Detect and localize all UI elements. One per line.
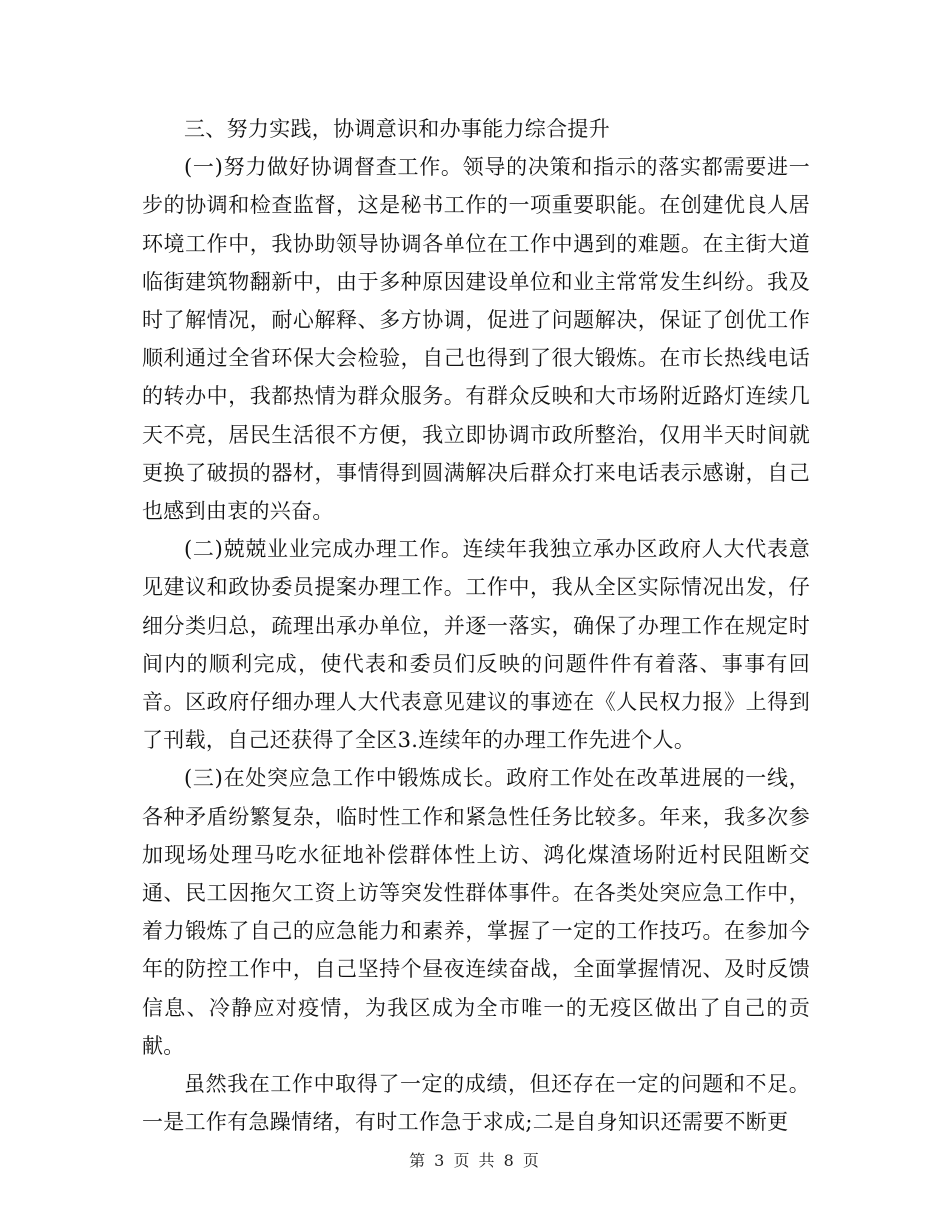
section-heading: 三、努力实践，协调意识和办事能力综合提升	[184, 117, 610, 141]
paragraph-emergency: (三)在处突应急工作中锻炼成长。政府工作处在改革进展的一线，各种矛盾纷繁复杂，临时性工作和紧急性任务比较多。年来，我多次参加现场处理马吃水征地补偿群体性上访、鸿化煤渣场附近村民阻断交通、民工因拖欠工资上访等突发性群体事件。在各类处突应急工作中，着力锻炼了自己的应急能力和素养，掌握了一定的工作技巧。在参加今年的防控工作中，自己坚持个昼夜连续奋战，全面掌握情况、及时反馈信息、冷静应对疫情，为我区成为全市唯一的无疫区做出了自己的贡献。	[142, 766, 810, 1058]
paragraph-handling: (二)兢兢业业完成办理工作。连续年我独立承办区政府人大代表意见建议和政协委员提案办理工作。工作中，我从全区实际情况出发，仔细分类归总，疏理出承办单位，并逐一落实，确保了办理工作在规定时间内的顺利完成，使代表和委员们反映的问题件件有着落、事事有回音。区政府仔细办理人大代表意见建议的事迹在《人民权力报》上得到了刊载，自己还获得了全区3.连续年的办理工作先进个人。	[142, 537, 810, 753]
document-body	[142, 110, 810, 1141]
paragraph-coordination: (一)努力做好协调督查工作。领导的决策和指示的落实都需要进一步的协调和检查监督，这是秘书工作的一项重要职能。在创建优良人居环境工作中，我协助领导协调各单位在工作中遇到的难题。在主街大道临街建筑物翻新中，由于多种原因建设单位和业主常常发生纠纷。我及时了解情况，耐心解释、多方协调，促进了问题解决，保证了创优工作顺利通过全省环保大会检验，自己也得到了很大锻炼。在市长热线电话的转办中，我都热情为群众服务。有群众反映和大市场附近路灯连续几天不亮，居民生活很不方便，我立即协调市政所整治，仅用半天时间就更换了破损的器材，事情得到圆满解决后群众打来电话表示感谢，自己也感到由衷的兴奋。	[142, 155, 810, 524]
page-number-footer: 第 3 页 共 8 页	[409, 1151, 541, 1170]
paragraph-shortcomings: 虽然我在工作中取得了一定的成绩，但还存在一定的问题和不足。一是工作有急躁情绪，有时工作急于求成;二是自身知识还需要不断更	[142, 1072, 810, 1135]
